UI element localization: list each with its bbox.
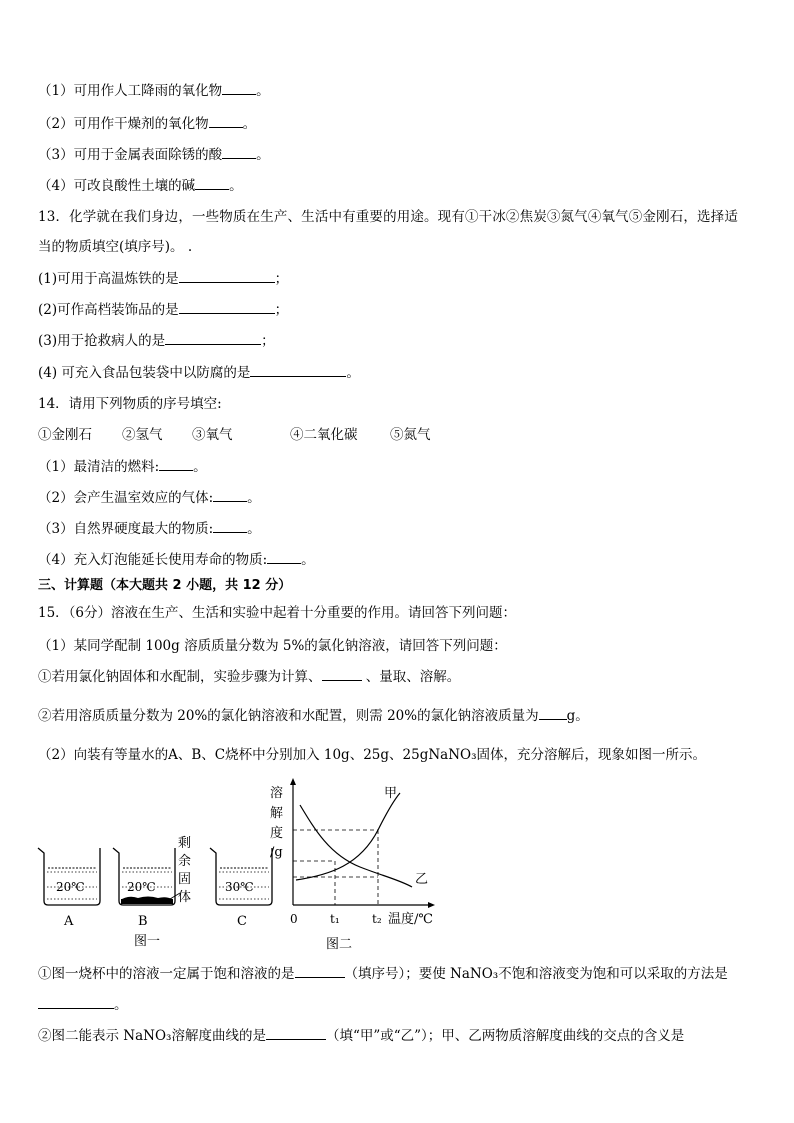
period: 。 <box>256 147 270 163</box>
q13-4 <box>38 364 360 382</box>
svg-text:体: 体 <box>178 890 192 905</box>
beaker-a-label: A <box>64 914 74 929</box>
q12-4 <box>38 177 243 195</box>
x-label: 温度/℃ <box>388 912 433 927</box>
answer-blank[interactable] <box>209 115 243 128</box>
q13-stem-2: 当的物质填空(填序号)。 . <box>38 239 193 255</box>
answer-blank[interactable] <box>250 364 346 377</box>
q15-part1-a <box>38 668 460 686</box>
answer-blank[interactable] <box>165 332 261 345</box>
option-2: ②氢气 <box>122 427 163 443</box>
q15-a1-text: ①图一烧杯中的溶液一定属于饱和溶液的是 <box>38 966 295 982</box>
q12-3-text: （3）可用于金属表面除锈的酸 <box>38 147 223 163</box>
q14-1 <box>38 458 207 476</box>
answer-blank[interactable] <box>179 270 275 283</box>
svg-text:余: 余 <box>178 854 192 869</box>
semicolon: ； <box>274 302 289 318</box>
q14-1-text: （1）最清洁的燃料: <box>38 459 160 475</box>
q15-part1: （1）某同学配制 100g 溶质质量分数为 5%的氯化钠溶液，请回答下列问题： <box>38 638 507 654</box>
q15-a2-text: ②图二能表示 NaNO₃溶解度曲线的是 <box>38 1028 266 1044</box>
y-label-4: /g <box>270 845 283 860</box>
curve-yi-label: 乙 <box>415 872 429 887</box>
beaker-c-temp: 30℃ <box>225 880 254 894</box>
q15-stem: 15．（6分）溶液在生产、生活和实验中起着十分重要的作用。请回答下列问题： <box>38 605 517 621</box>
q12-2 <box>38 115 256 133</box>
q15-1a-tail: 、量取、溶解。 <box>361 669 461 685</box>
option-3: ③氧气 <box>192 427 233 443</box>
answer-blank[interactable] <box>195 177 229 190</box>
residue-label <box>170 836 191 905</box>
q15-1b-tail: g。 <box>566 708 589 724</box>
solubility-graph <box>270 778 435 952</box>
x-axis-arrow <box>428 902 435 908</box>
q14-stem: 14．请用下列物质的序号填空: <box>38 396 222 412</box>
section-heading: 三、计算题（本大题共 2 小题，共 12 分） <box>38 578 292 593</box>
q13-stem-1: 13．化学就在我们身边，一些物质在生产、生活中有重要的用途。现有①干冰②焦炭③氮气④氧气⑤金刚石，选择适 <box>38 209 738 225</box>
answer-blank[interactable] <box>159 458 193 471</box>
q15-a1-tail: （填序号）；要使 NaNO₃不饱和溶液变为饱和可以采取的方法是 <box>344 966 728 982</box>
semicolon: ； <box>261 333 275 349</box>
q15-part2: （2）向装有等量水的A、B、C烧杯中分别加入 10g、25g、25gNaNO₃固体，充分溶解后，现象如图一所示。 <box>38 747 706 763</box>
q14-2 <box>38 489 261 507</box>
q15-answer-1 <box>38 965 728 983</box>
period: 。 <box>247 490 261 506</box>
q14-options <box>38 426 431 444</box>
beaker-a <box>38 848 100 929</box>
y-label-3: 度 <box>270 826 284 841</box>
period: 。 <box>114 997 128 1013</box>
y-axis-arrow <box>290 778 296 785</box>
q15-1a-text: ①若用氯化钠固体和水配制，实验步骤为计算、 <box>38 669 322 685</box>
answer-blank[interactable] <box>222 146 256 159</box>
q13-1 <box>38 270 288 288</box>
q13-2 <box>38 301 288 319</box>
origin-label: 0 <box>290 912 298 926</box>
q15-1b-text: ②若用溶质质量分数为 20%的氯化钠溶液和水配置，则需 20%的氯化钠溶液质量为 <box>38 708 539 724</box>
q12-1-text: （1）可用作人工降雨的氧化物 <box>38 83 223 99</box>
q14-4-text: （4）充入灯泡能延长使用寿命的物质: <box>38 552 268 568</box>
beaker-b <box>113 848 175 929</box>
q13-3 <box>38 332 275 350</box>
beaker-b-temp: 20℃ <box>127 880 156 894</box>
q12-4-text: （4）可改良酸性土壤的碱 <box>38 178 196 194</box>
solubility-figure <box>30 775 450 960</box>
answer-blank[interactable] <box>266 1027 326 1040</box>
answer-blank[interactable] <box>213 489 247 502</box>
svg-text:固: 固 <box>178 872 192 887</box>
q14-3 <box>38 520 261 538</box>
answer-blank[interactable] <box>539 707 567 720</box>
t1-label: t₁ <box>330 912 340 926</box>
q14-4 <box>38 551 315 569</box>
q14-3-text: （3）自然界硬度最大的物质: <box>38 521 214 537</box>
q12-2-text: （2）可用作干燥剂的氧化物 <box>38 116 209 132</box>
option-1: ①金刚石 <box>38 427 92 443</box>
answer-blank[interactable] <box>38 996 114 1009</box>
y-label-1: 溶 <box>270 786 284 801</box>
q12-3 <box>38 146 270 164</box>
period: 。 <box>301 552 315 568</box>
period: 。 <box>346 365 360 381</box>
q13-2-text: (2)可作高档装饰品的是 <box>38 302 179 318</box>
q14-2-text: （2）会产生温室效应的气体: <box>38 490 214 506</box>
beaker-c-label: C <box>237 914 247 929</box>
q15-answer-1-cont <box>38 996 128 1014</box>
answer-blank[interactable] <box>213 520 247 533</box>
answer-blank[interactable] <box>179 301 275 314</box>
answer-blank[interactable] <box>267 551 301 564</box>
option-5: ⑤氮气 <box>390 427 431 443</box>
beaker-a-temp: 20℃ <box>56 880 85 894</box>
guide-lines <box>293 830 378 905</box>
curve-yi <box>300 805 412 887</box>
answer-blank[interactable] <box>295 965 345 978</box>
q13-4-text: (4) 可充入食品包装袋中以防腐的是 <box>38 365 251 381</box>
figure-2-caption: 图二 <box>326 937 353 952</box>
answer-blank[interactable] <box>322 668 362 681</box>
period: 。 <box>247 521 261 537</box>
period: 。 <box>229 178 243 194</box>
period: 。 <box>256 83 270 99</box>
curve-jia <box>296 793 400 880</box>
option-4: ④二氧化碳 <box>290 427 358 443</box>
semicolon: ； <box>274 271 289 287</box>
q15-a2-tail: （填“甲”或“乙”）；甲、乙两物质溶解度曲线的交点的含义是 <box>325 1028 685 1044</box>
svg-text:剩: 剩 <box>178 836 192 851</box>
y-label-2: 解 <box>270 806 284 821</box>
q12-1 <box>38 82 270 100</box>
period: 。 <box>193 459 207 475</box>
figure-1-caption: 图一 <box>134 934 161 949</box>
q13-3-text: (3)用于抢救病人的是 <box>38 333 166 349</box>
period: 。 <box>242 116 257 132</box>
beaker-b-label: B <box>138 914 148 929</box>
q15-answer-2 <box>38 1027 684 1045</box>
beaker-c <box>210 848 272 929</box>
t2-label: t₂ <box>372 912 382 926</box>
q15-part1-b <box>38 707 589 725</box>
curve-jia-label: 甲 <box>384 786 398 801</box>
q13-1-text: (1)可用于高温炼铁的是 <box>38 271 179 287</box>
answer-blank[interactable] <box>222 82 256 95</box>
